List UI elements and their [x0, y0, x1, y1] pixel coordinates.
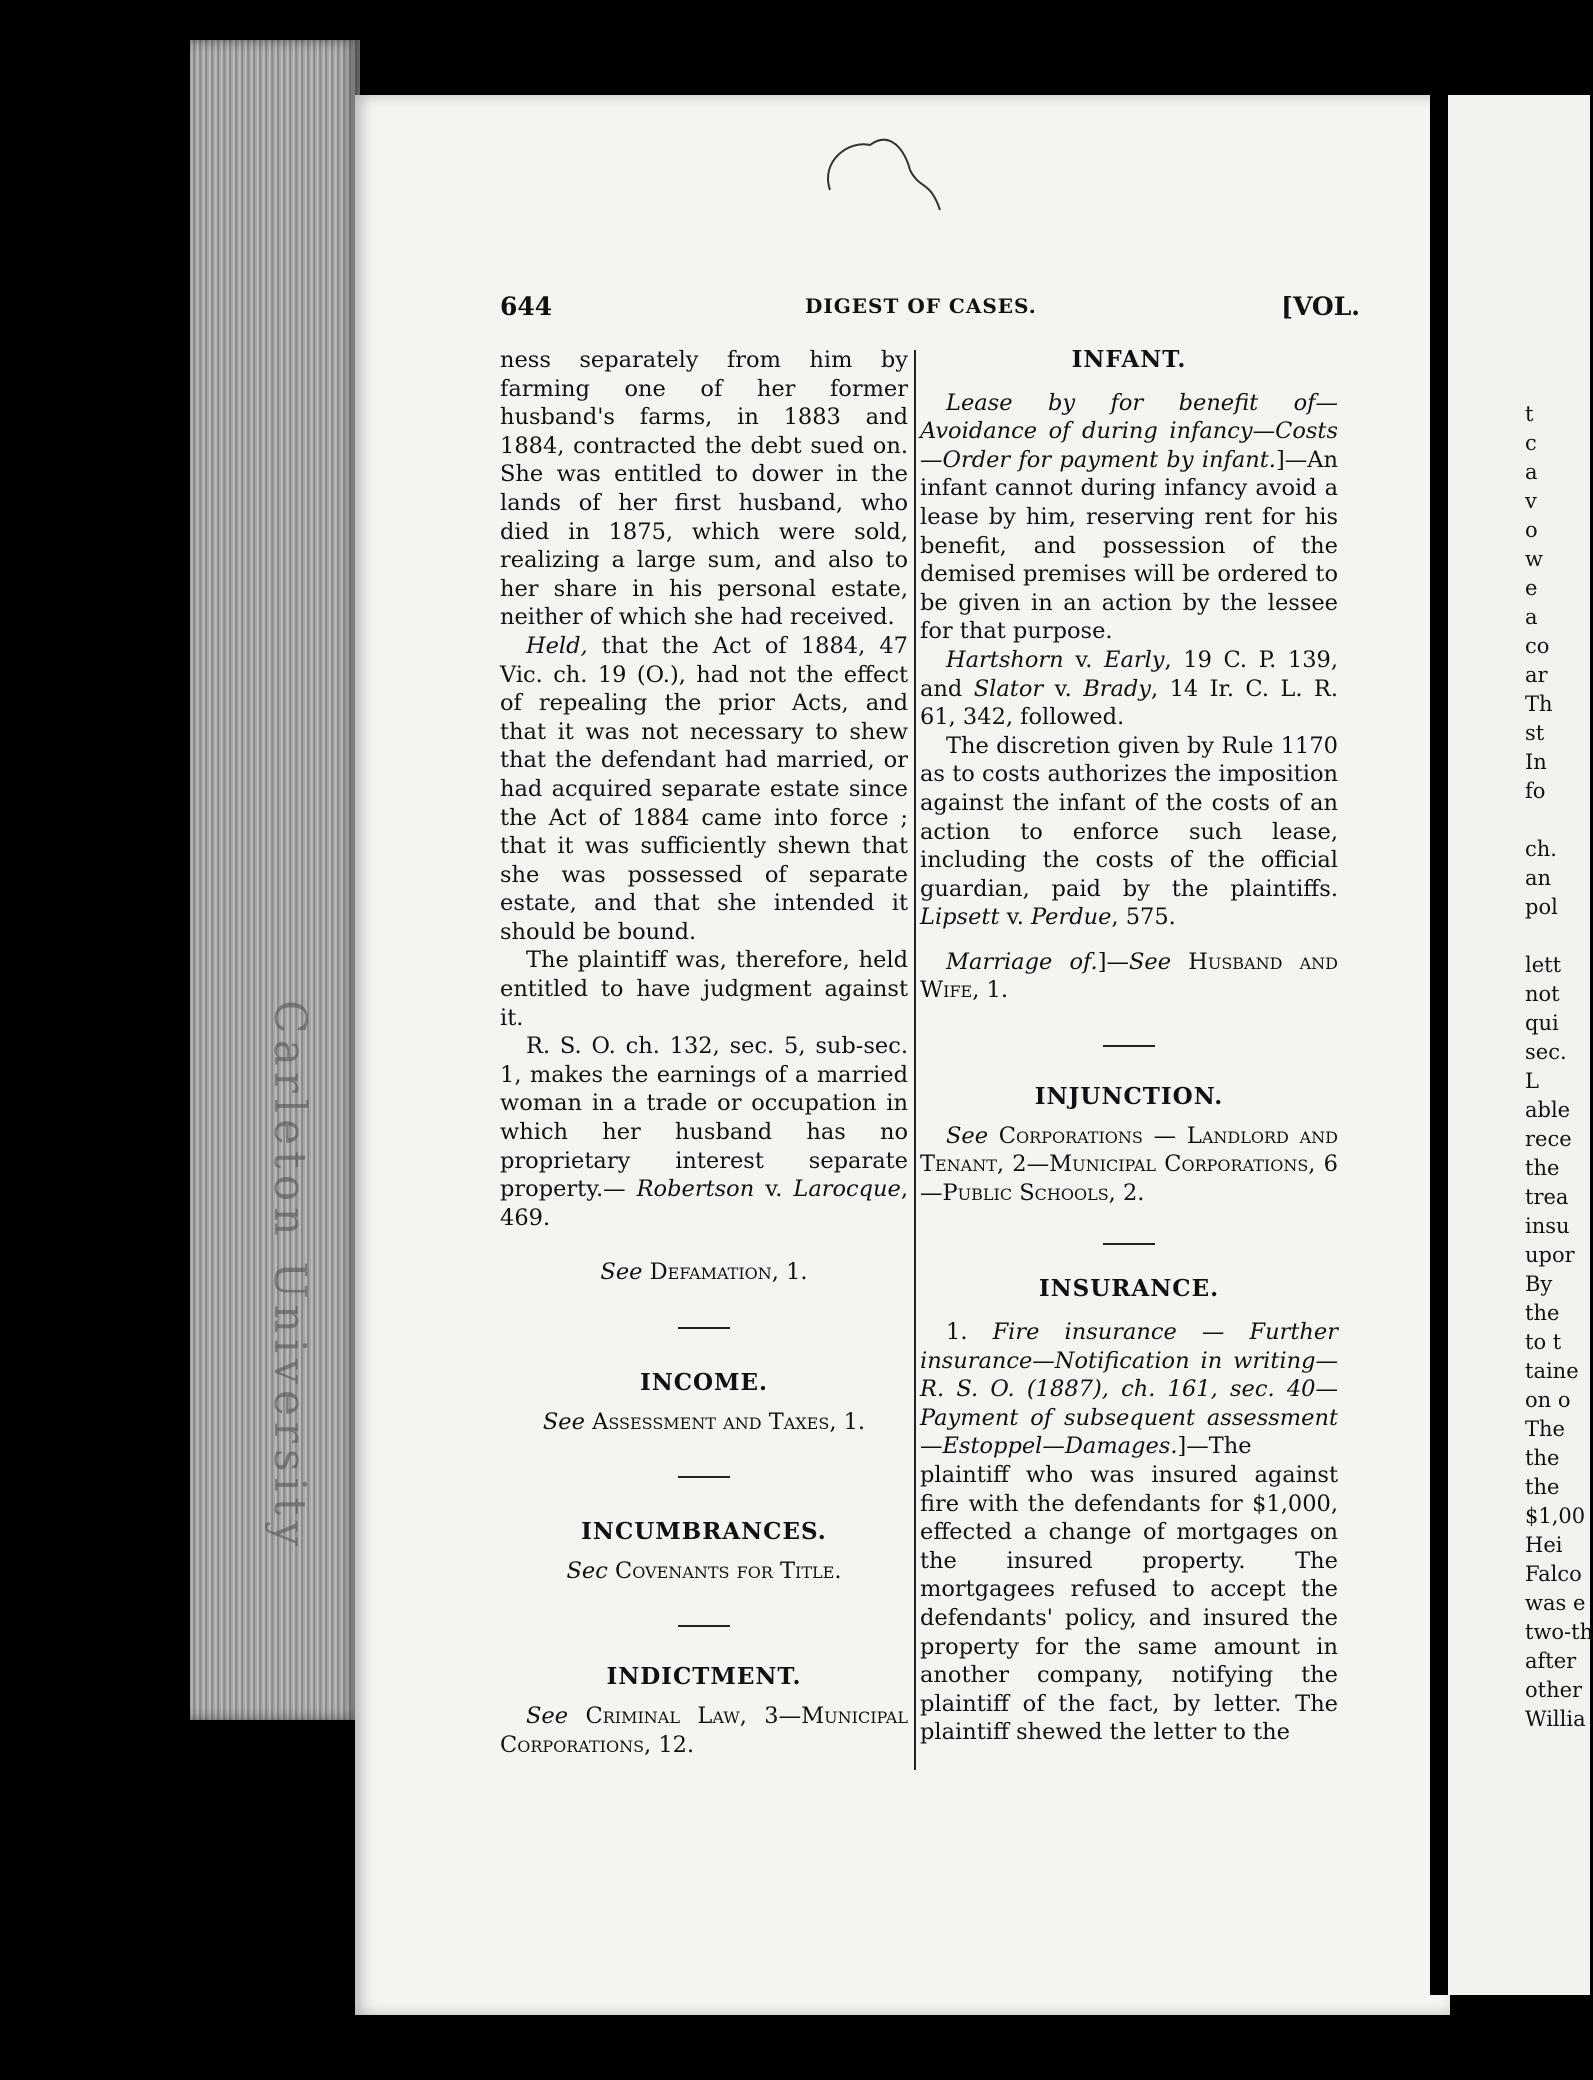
cross-reference: See Defamation, 1.: [600, 1259, 808, 1286]
facing-page-fragment: insu: [1525, 1214, 1570, 1238]
facing-page-fragment: t: [1525, 402, 1534, 426]
facing-page-fragment: two-th: [1525, 1620, 1593, 1644]
paragraph: Hartshorn v. Early, 19 C. P. 139, and Slator v. Brady, 14 Ir. C. L. R. 61, 342, followed.: [920, 646, 1339, 731]
cross-reference: See Criminal Law, 3—Municipal Corporations, 12.: [500, 1702, 908, 1758]
section-heading: INJUNCTION.: [1034, 1083, 1224, 1111]
facing-page-fragment: the: [1525, 1156, 1560, 1180]
running-title: DIGEST OF CASES.: [805, 294, 1037, 318]
facing-page-fragment: [1525, 806, 1585, 835]
facing-page-fragment: pol: [1525, 895, 1558, 919]
library-stamp: Carleton University: [264, 1000, 315, 1553]
facing-page-fragment: able: [1525, 1098, 1571, 1122]
left-column: [500, 346, 908, 1759]
facing-page-fragment: not: [1525, 982, 1560, 1006]
facing-page-fragment: upor: [1525, 1243, 1575, 1267]
facing-page-fragment: other: [1525, 1678, 1583, 1702]
facing-page-fragment: L: [1525, 1069, 1539, 1093]
facing-page-fragment: fo: [1525, 779, 1546, 803]
facing-page-fragment: w: [1525, 547, 1543, 571]
facing-page-fragment: Willia: [1525, 1707, 1586, 1731]
cross-reference: See Assessment and Taxes, 1.: [542, 1408, 866, 1435]
facing-page-fragments: [1525, 400, 1593, 1734]
facing-page-fragment: st: [1525, 721, 1545, 745]
right-column: [920, 346, 1338, 1747]
page-number: 644: [500, 292, 553, 321]
section-heading: INFANT.: [1071, 346, 1187, 373]
facing-page-fragment: c: [1525, 431, 1537, 455]
facing-page-fragment: taine: [1525, 1359, 1579, 1383]
held-label: Held,: [526, 632, 588, 659]
facing-page-fragment: rece: [1525, 1127, 1572, 1151]
facing-page-fragment: Falco: [1525, 1562, 1582, 1586]
facing-page-fragment: to t: [1525, 1330, 1562, 1354]
facing-page-fragment: $1,00: [1525, 1504, 1586, 1528]
facing-page-fragment: Hei: [1525, 1533, 1563, 1557]
section-heading: INDICTMENT.: [606, 1663, 802, 1691]
facing-page-fragment: sec.: [1525, 1040, 1567, 1064]
facing-page-fragment: lett: [1525, 953, 1562, 977]
facing-page-fragment: The: [1525, 1417, 1565, 1441]
facing-page-fragment: the: [1525, 1301, 1560, 1325]
section-rule: [678, 1476, 730, 1478]
facing-page-fragment: Th: [1525, 692, 1553, 716]
facing-page-fragment: [1525, 922, 1585, 951]
volume-mark: [VOL.: [1281, 292, 1360, 321]
facing-page-fragment: e: [1525, 576, 1538, 600]
paragraph: ness separately from him by farming one of her former husband's farms, in 1883 and 1884, contracted the debt sued on. She was entitled to dower in the lands of her first husband, who died in 1875, which were sold, realizing a large sum, and also to her share in his personal estate, neither of which she had received.: [500, 347, 908, 631]
facing-page-fragment: a: [1525, 605, 1538, 629]
paragraph: Marriage of.]—See Husband and Wife, 1.: [920, 948, 1338, 1004]
paragraph: Lease by for benefit of—Avoidance of during infancy—Costs—Order for payment by infant.]—An infant cannot during infancy avoid a lease by him, reserving rent for his benefit, and possession of the demised premises will be ordered to be given in an action by the lessee for that purpose.: [920, 389, 1338, 645]
facing-page-fragment: was e: [1525, 1591, 1586, 1615]
cross-reference: Sec Covenants for Title.: [566, 1557, 842, 1584]
facing-page-fragment: a: [1525, 460, 1538, 484]
pencil-scribble-mark: [810, 120, 970, 230]
section-rule: [678, 1327, 730, 1329]
section-heading: INCUMBRANCES.: [581, 1518, 827, 1546]
running-header: [500, 292, 1360, 328]
facing-page-fragment: v: [1525, 489, 1537, 513]
paragraph: The plaintiff was, therefore, held entitled to have judgment against it.: [500, 947, 908, 1031]
section-rule: [1103, 1243, 1155, 1245]
paragraph: Held, that the Act of 1884, 47 Vic. ch. 19 (O.), had not the effect of repealing the prior Acts, and that it was not necessary to shew that the defendant had married, or had acquired separate estate since the Act of 1884 came into force ; that it was sufficiently shewn that she was possessed of separate estate, and that she intended it should be bound.: [500, 632, 908, 945]
paragraph: The discretion given by Rule 1170 as to costs authorizes the imposition against the infant of the costs of an action to enforce such lease, including the costs of the official guardian, paid by the plaintiffs. Lipsett v. Perdue, 575.: [920, 732, 1338, 931]
facing-page-fragment: the: [1525, 1475, 1560, 1499]
facing-page-fragment: on o: [1525, 1388, 1571, 1412]
facing-page-fragment: co: [1525, 634, 1550, 658]
facing-page-fragment: o: [1525, 518, 1538, 542]
facing-page-fragment: By: [1525, 1272, 1553, 1296]
facing-page-fragment: ch.: [1525, 837, 1557, 861]
facing-page-fragment: the: [1525, 1446, 1560, 1470]
facing-page-fragment: qui: [1525, 1011, 1559, 1035]
paragraph: R. S. O. ch. 132, sec. 5, sub-sec. 1, makes the earnings of a married woman in a trade or occupation in which her husband has no proprietary interest separate property.— Robertson v. Larocque, 469.: [500, 1033, 909, 1231]
facing-page-fragment: trea: [1525, 1185, 1569, 1209]
section-rule: [1103, 1045, 1155, 1047]
paragraph: 1. Fire insurance — Further insurance—Notification in writing—R. S. O. (1887), ch. 161, sec. 40—Payment of subsequent assessment—Estoppel—Damages.]—The plaintiff who was insured against fire with the defendants for $1,000, effected a change of mortgages on the insured property. The mortgagees refused to accept the defendants' policy, and insured the property for the same amount in another company, notifying the plaintiff of the fact, by letter. The plaintiff shewed the letter to the: [920, 1319, 1338, 1746]
section-heading: INSURANCE.: [1038, 1275, 1220, 1303]
facing-page-fragment: an: [1525, 866, 1552, 890]
facing-page-fragment: after: [1525, 1649, 1577, 1673]
facing-page-fragment: ar: [1525, 663, 1548, 687]
column-divider: [914, 350, 916, 1770]
facing-page-fragment: In: [1525, 750, 1547, 774]
section-rule: [678, 1625, 730, 1627]
section-heading: INCOME.: [639, 1369, 769, 1396]
cross-reference: See Corporations — Landlord and Tenant, 2—Municipal Corporations, 6—Public Schools, 2.: [920, 1122, 1338, 1206]
